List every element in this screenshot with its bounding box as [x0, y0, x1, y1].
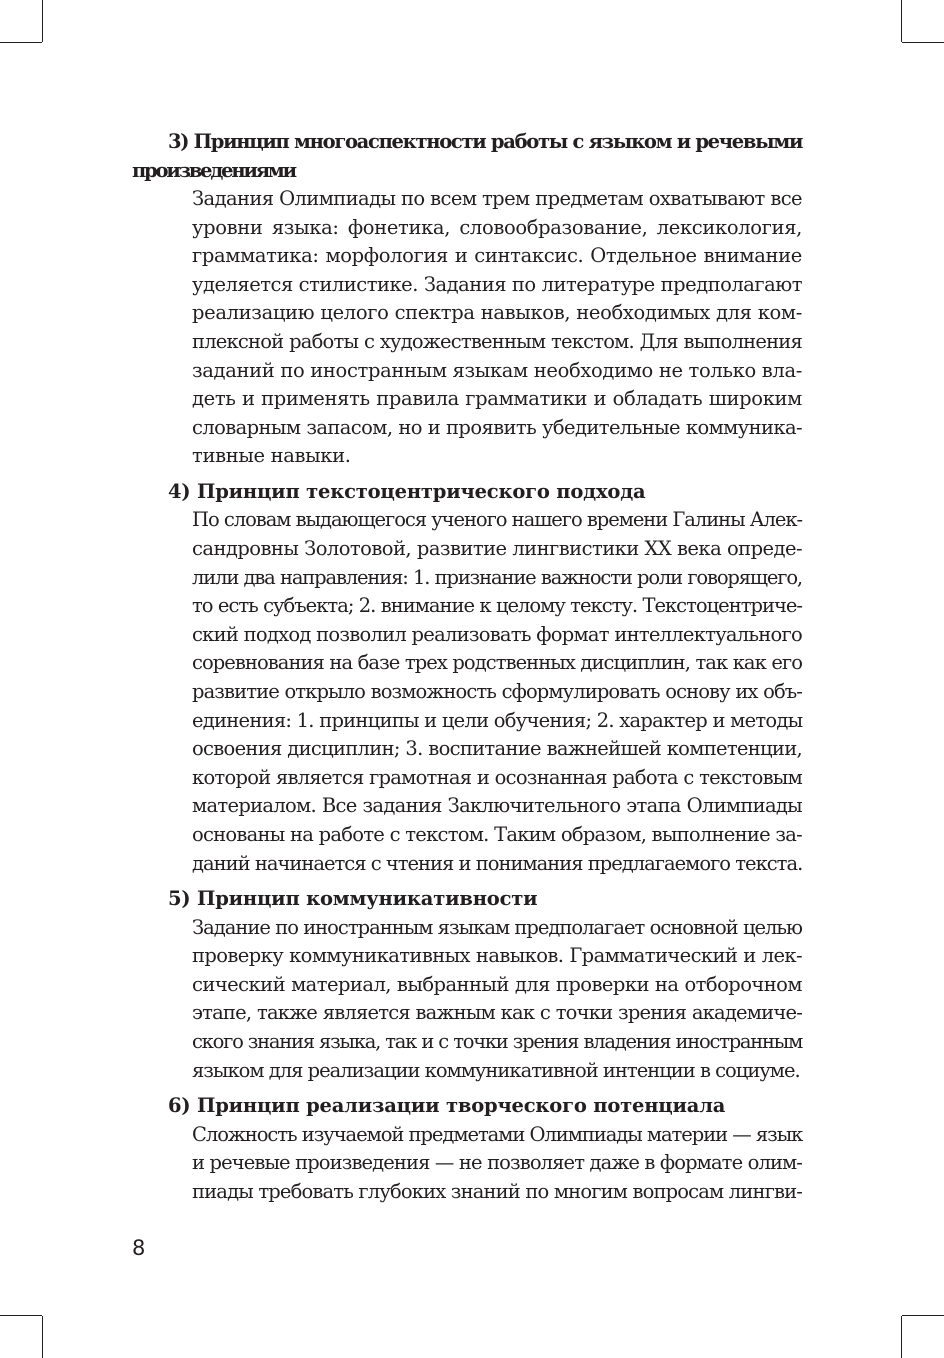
text-line: развитие открыло возможность сформулировать основу их объ- — [192, 680, 802, 703]
section-heading — [132, 1092, 802, 1121]
heading-line: 5) Принцип коммуникативности — [168, 887, 538, 911]
text-line: сандровны Золотовой, развитие лингвистики XX века опреде- — [192, 537, 802, 561]
crop-mark-bottom-left-vertical — [42, 1316, 43, 1358]
crop-mark-top-left-vertical — [42, 0, 43, 42]
page-number: 8 — [132, 1236, 146, 1260]
page-content — [132, 128, 802, 1207]
text-line: соревнования на базе трех родственных дисциплин, так как его — [192, 651, 802, 675]
text-line: словарным запасом, но и проявить убедительные коммуника- — [192, 415, 802, 439]
text-line: Задания Олимпиады по всем трем предметам охватывают все — [192, 187, 802, 210]
text-line: Сложность изучаемой предметами Олимпиады материи — язык — [192, 1122, 803, 1146]
text-line: заданий по иностранным языкам необходимо не только вла- — [192, 358, 802, 382]
text-line: то есть субъекта; 2. внимание к целому тексту. Текстоцентриче- — [192, 594, 802, 618]
text-line: лили два направления: 1. признание важности роли говорящего, — [192, 565, 802, 589]
text-line: проверку коммуникативных навыков. Грамматический и лек- — [192, 944, 802, 968]
heading-line: 3) Принцип многоаспектности работы с языком и речевыми — [168, 130, 803, 153]
text-line: пиады требовать глубоких знаний по многим вопросам лингви- — [192, 1179, 802, 1203]
text-line: этапе, также является важным как с точки зрения академиче- — [192, 1001, 802, 1025]
crop-mark-bottom-left-horizontal — [0, 1315, 42, 1316]
text-line: ского знания языка, так и с точки зрения владения иностранным — [192, 1030, 802, 1054]
text-line: деть и применять правила грамматики и обладать широким — [192, 387, 802, 411]
text-line: языком для реализации коммуникативной интенции в социуме. — [192, 1058, 800, 1082]
text-line: которой является грамотная и осознанная работа с текстовым — [192, 765, 802, 789]
text-line: основаны на работе с текстом. Таким образом, выполнение за- — [192, 822, 802, 846]
section-principle-3 — [132, 128, 802, 471]
text-line: ский подход позволил реализовать формат интеллектуального — [192, 622, 802, 646]
section-body — [192, 185, 802, 471]
crop-mark-bottom-right-vertical — [901, 1316, 902, 1358]
text-line: сический материал, выбранный для проверки на отборочном — [192, 972, 802, 996]
section-body — [192, 914, 802, 1086]
text-line: реализацию целого спектра навыков, необходимых для ком- — [192, 301, 802, 325]
text-line: тивные навыки. — [192, 444, 351, 468]
text-line: плексной работы с художественным текстом. Для выполнения — [192, 329, 802, 353]
heading-line: 4) Принцип текстоцентрического подхода — [168, 479, 646, 503]
text-line: уделяется стилистике. Задания по литературе предполагают — [192, 272, 802, 296]
text-line: единения: 1. принципы и цели обучения; 2. характер и методы — [192, 708, 803, 732]
section-heading — [132, 128, 802, 185]
crop-mark-bottom-right-horizontal — [902, 1315, 944, 1316]
section-principle-6 — [132, 1092, 802, 1206]
section-principle-4 — [132, 478, 802, 878]
text-line: и речевые произведения — не позволяет даже в формате олим- — [192, 1151, 802, 1175]
section-heading — [132, 885, 802, 914]
text-line: материалом. Все задания Заключительного этапа Олимпиады — [192, 794, 802, 818]
text-line: Задание по иностранным языкам предполагает основной целью — [192, 915, 802, 939]
crop-mark-top-right-vertical — [901, 0, 902, 42]
text-line: освоения дисциплин; 3. воспитание важнейшей компетенции, — [192, 737, 802, 761]
section-body — [192, 1121, 802, 1207]
section-principle-5 — [132, 885, 802, 1085]
text-line: уровни языка: фонетика, словообразование, лексикология, — [192, 215, 802, 239]
crop-mark-top-right-horizontal — [902, 42, 944, 43]
heading-line: произведениями — [132, 158, 295, 182]
text-line: По словам выдающегося ученого нашего времени Галины Алек- — [192, 508, 802, 532]
heading-line: 6) Принцип реализации творческого потенциала — [168, 1094, 726, 1118]
crop-mark-top-left-horizontal — [0, 42, 42, 43]
section-body — [192, 506, 802, 878]
text-line: даний начинается с чтения и понимания предлагаемого текста. — [192, 851, 803, 875]
section-heading — [132, 478, 802, 507]
text-line: грамматика: морфология и синтаксис. Отдельное внимание — [192, 244, 802, 268]
